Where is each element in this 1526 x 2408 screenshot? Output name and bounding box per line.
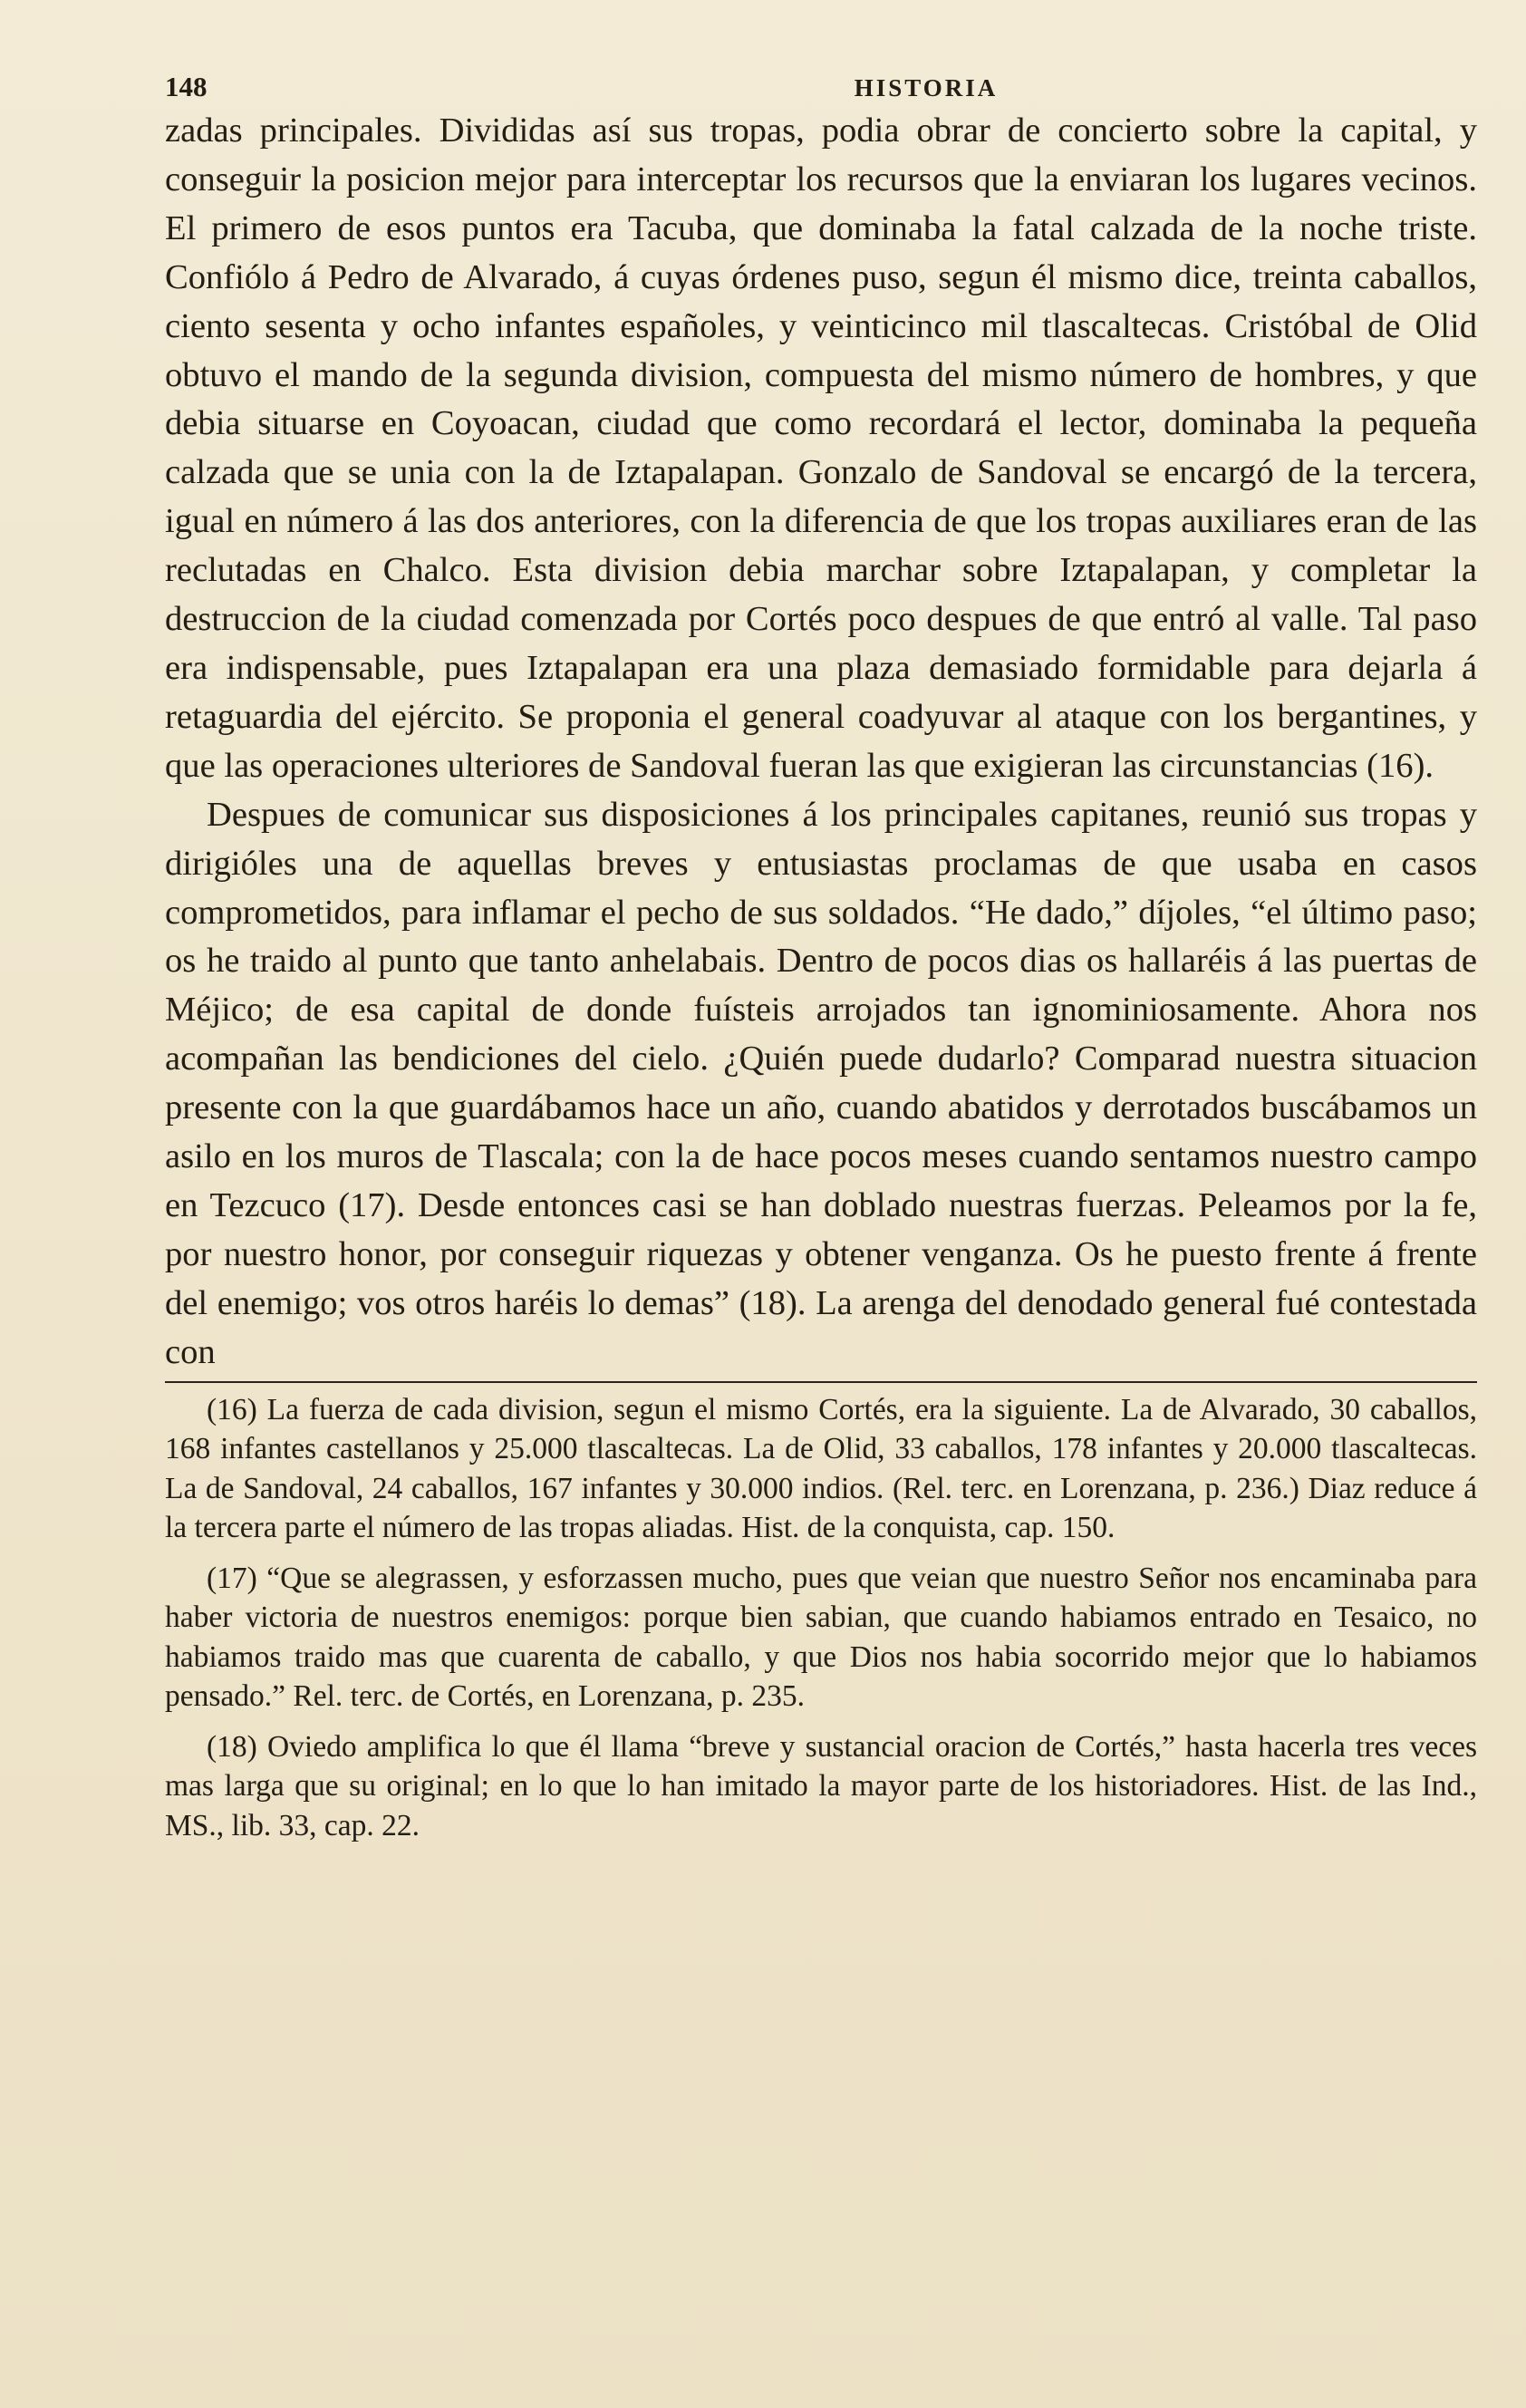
footnote-divider bbox=[165, 1381, 1477, 1383]
footnote-18: (18) Oviedo amplifica lo que él llama “breve y sustancial oracion de Cortés,” hasta hacerla tres veces mas larga que su original; en lo que lo han imitado la mayor parte de los historiadores. Hist. de las Ind., MS., lib. 33, cap. 22. bbox=[165, 1729, 1477, 1842]
running-head: HISTORIA bbox=[854, 74, 999, 102]
paragraph: Despues de comunicar sus disposiciones á los principales capitanes, reunió sus tropas y dirigióles una de aquellas breves y entusiastas proclamas de que usaba en casos comprometidos, para inflamar el pecho de sus soldados. “He dado,” díjoles, “el último paso; os he traido al punto que tanto anhelabais. Dentro de pocos dias os hallaréis á las puertas de Méjico; de esa capital de donde fuísteis arrojados tan ignominiosamente. Ahora nos acompañan las bendiciones del cielo. ¿Quién puede dudarlo? Comparad nuestra situacion presente con la que guardábamos hace un año, cuando abatidos y derrotados buscábamos un asilo en los muros de Tlascala; con la de hace pocos meses cuando sentamos nuestro campo en Tezcuco (17). Desde entonces casi se han doblado nuestras fuerzas. Peleamos por la fe, por nuestro honor, por conseguir riquezas y obtener venganza. Os he puesto frente á frente del enemigo; vos otros haréis lo demas” (18). La arenga del denodado general fué contestada con bbox=[165, 795, 1477, 1371]
main-text bbox=[165, 107, 1477, 1378]
footnotes bbox=[165, 1390, 1477, 1846]
paragraph: zadas principales. Divididas así sus tropas, podia obrar de concierto sobre la capital, y conseguir la posicion mejor para interceptar los recursos que la enviaran los lugares vecinos. El primero de esos puntos era Tacuba, que dominaba la fatal calzada de la noche triste. Confiólo á Pedro de Alvarado, á cuyas órdenes puso, segun él mismo dice, treinta caballos, ciento sesenta y ocho infantes españoles, y veinticinco mil tlascaltecas. Cristóbal de Olid obtuvo el mando de la segunda division, compuesta del mismo número de hombres, y que debia situarse en Coyoacan, ciudad que como recordará el lector, dominaba la pequeña calzada que se unia con la de Iztapalapan. Gonzalo de Sandoval se encargó de la tercera, igual en número á las dos anteriores, con la diferencia de que los tropas auxiliares eran de las reclutadas en Chalco. Esta division debia marchar sobre Iztapalapan, y completar la destruccion de la ciudad comenzada por Cortés poco despues de que entró al valle. Tal paso era indispensable, pues Iztapalapan era una plaza demasiado formidable para dejarla á retaguardia del ejército. Se proponia el general coadyuvar al ataque con los bergantines, y que las operaciones ulteriores de Sandoval fueran las que exigieran las circunstancias (16). bbox=[165, 111, 1477, 785]
page-number: 148 bbox=[165, 71, 208, 102]
page-header bbox=[165, 71, 1472, 103]
footnote-17: (17) “Que se alegrassen, y esforzassen mucho, pues que veian que nuestro Señor nos encaminaba para haber victoria de nuestros enemigos: porque bien sabian, que cuando habiamos entrado en Tesaico, no habiamos traido mas que cuarenta de caballo, y que Dios nos habia socorrido mejor que lo habiamos pensado.” Rel. terc. de Cortés, en Lorenzana, p. 235. bbox=[165, 1561, 1477, 1714]
footnote-16: (16) La fuerza de cada division, segun el mismo Cortés, era la siguiente. La de Alvarado, 30 caballos, 168 infantes castellanos y 25.000 tlascaltecas. La de Olid, 33 caballos, 178 infantes y 20.000 tlascaltecas. La de Sandoval, 24 caballos, 167 infantes y 30.000 indios. (Rel. terc. en Lorenzana, p. 236.) Diaz reduce á la tercera parte el número de las tropas aliadas. Hist. de la conquista, cap. 150. bbox=[165, 1392, 1477, 1545]
